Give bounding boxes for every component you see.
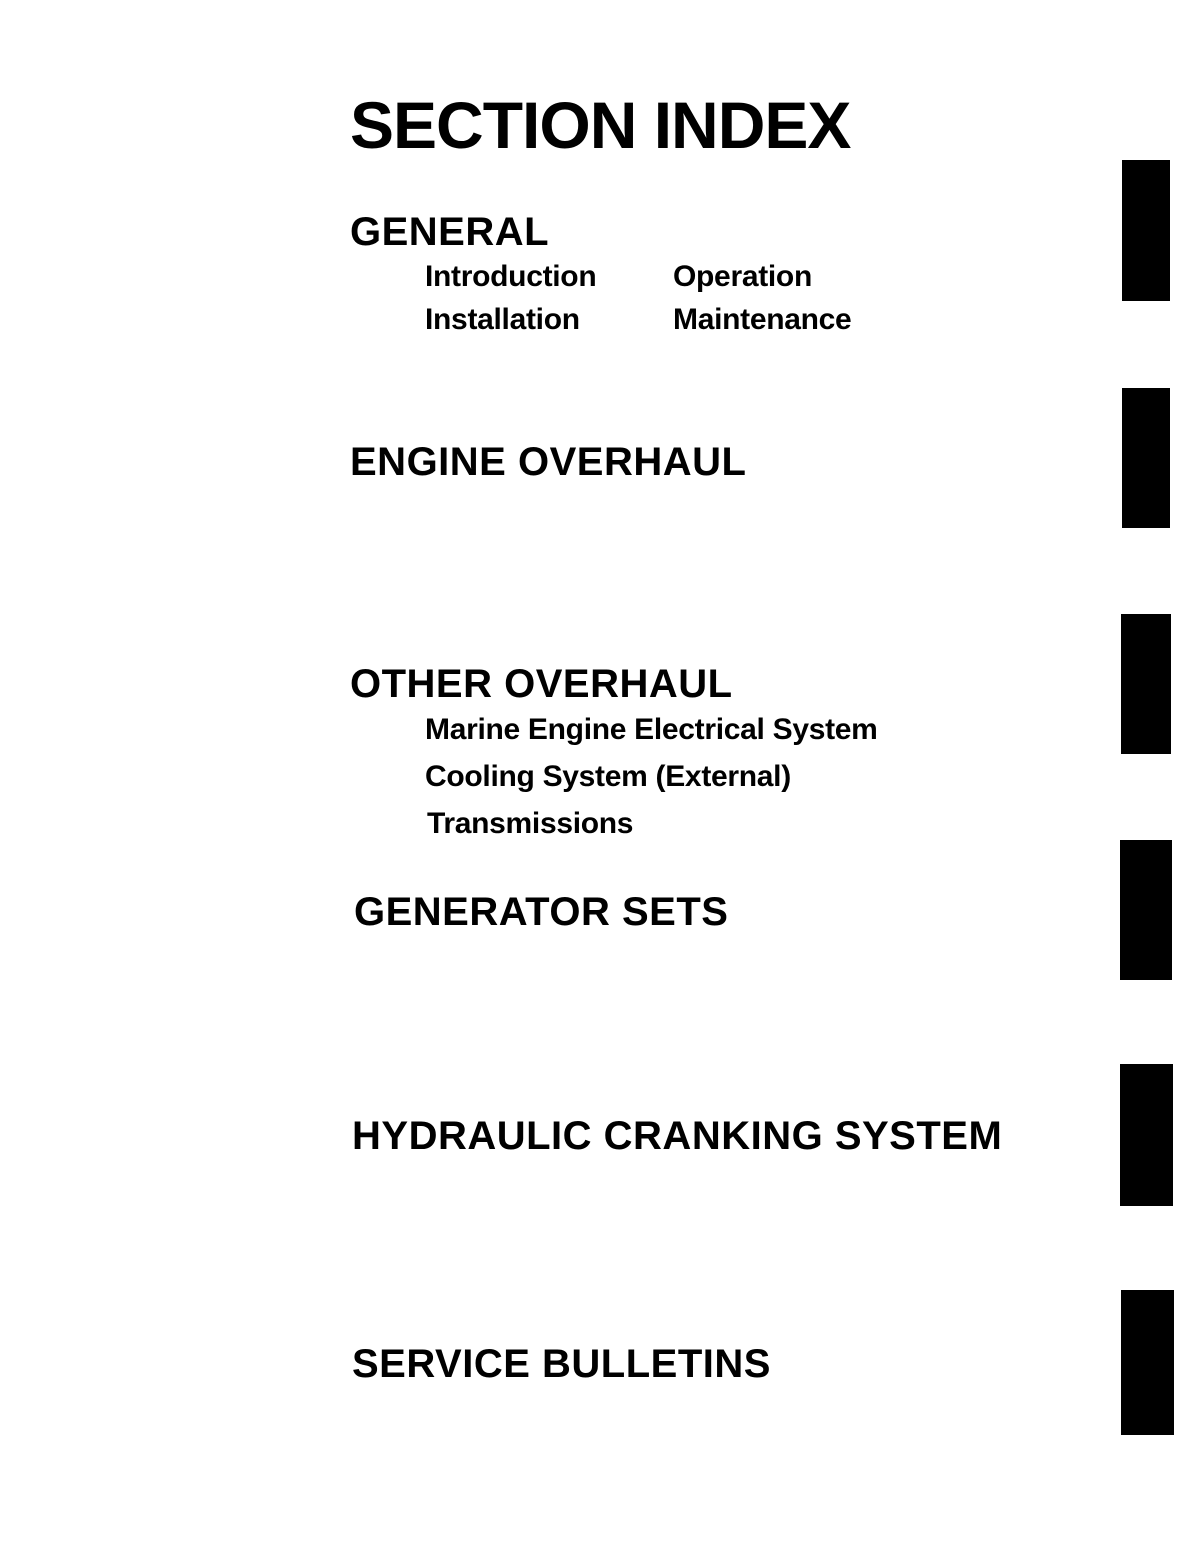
subsection-introduction[interactable]: Introduction	[425, 260, 597, 293]
subsection-transmissions[interactable]: Transmissions	[427, 807, 634, 840]
section-heading-hydraulic-cranking-system[interactable]: HYDRAULIC CRANKING SYSTEM	[352, 1114, 1003, 1158]
subsection-marine-engine-electrical-system[interactable]: Marine Engine Electrical System	[425, 713, 878, 746]
subsection-maintenance[interactable]: Maintenance	[673, 303, 852, 336]
section-heading-service-bulletins[interactable]: SERVICE BULLETINS	[352, 1342, 771, 1386]
section-heading-engine-overhaul[interactable]: ENGINE OVERHAUL	[350, 440, 747, 484]
section-heading-other-overhaul[interactable]: OTHER OVERHAUL	[350, 662, 733, 706]
subsection-cooling-system-external[interactable]: Cooling System (External)	[425, 760, 791, 793]
thumb-tab-hydraulic-cranking-system[interactable]	[1120, 1064, 1173, 1206]
thumb-tab-other-overhaul[interactable]	[1121, 614, 1171, 754]
section-heading-general[interactable]: GENERAL	[350, 210, 550, 254]
subsection-installation[interactable]: Installation	[425, 303, 580, 336]
page-title: SECTION INDEX	[350, 88, 851, 162]
thumb-tab-general[interactable]	[1122, 160, 1170, 301]
thumb-tab-service-bulletins[interactable]	[1121, 1290, 1174, 1435]
subsection-operation[interactable]: Operation	[673, 260, 812, 293]
section-heading-generator-sets[interactable]: GENERATOR SETS	[354, 890, 729, 934]
thumb-tab-generator-sets[interactable]	[1120, 840, 1172, 980]
thumb-tab-engine-overhaul[interactable]	[1122, 388, 1170, 528]
